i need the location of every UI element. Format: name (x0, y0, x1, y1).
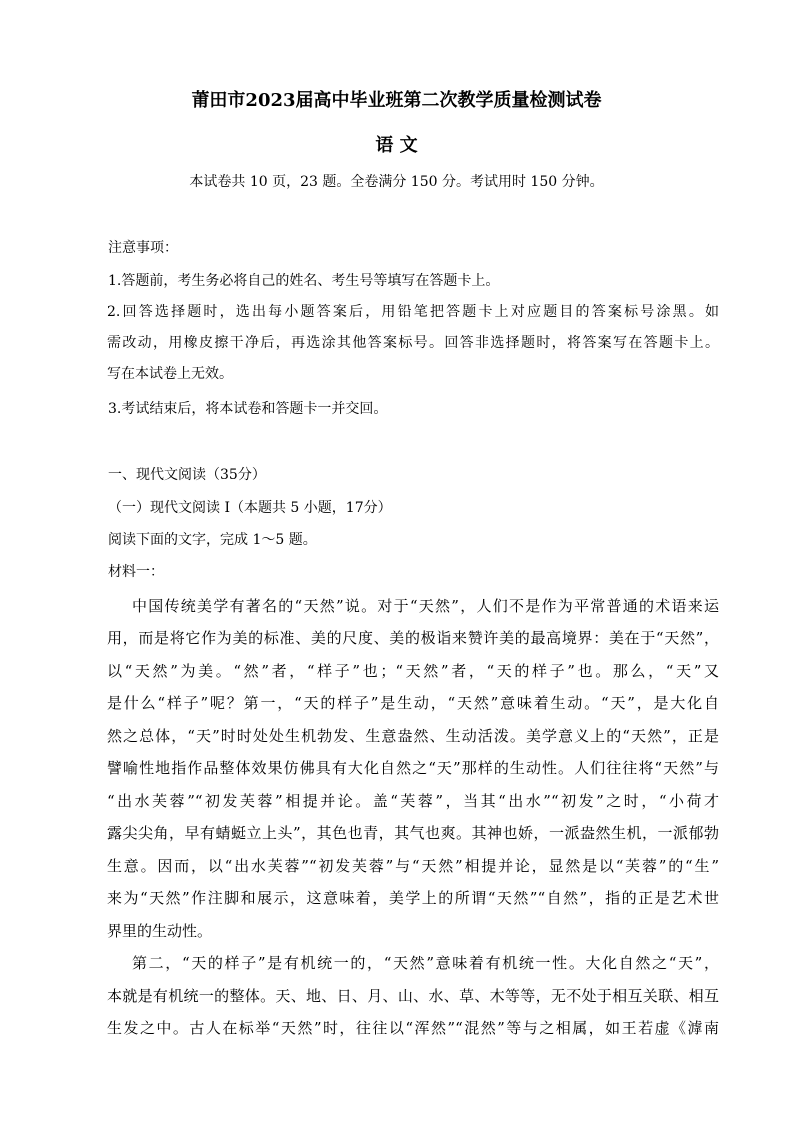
material-label: 材料一： (108, 564, 164, 580)
notice-item: 2.回答选择题时，选出每小题答案后，用铅笔把答题卡上对应题目的答案标号涂黑。如 (107, 304, 719, 320)
sub-title: （一）现代文阅读 I（本题共 5 小题，17分） (108, 500, 392, 516)
passage-line: 生意。因而，以“出水芙蓉”“初发芙蓉”与“天然”相提并论，显然是以“芙蓉”的“生” (107, 857, 719, 875)
passage-line: 来为“天然”作注脚和展示，这意味着，美学上的所谓“天然”“自然”，指的正是艺术世 (107, 889, 719, 907)
subject-title: 语 文 (375, 135, 418, 156)
passage-line: 是什么“样子”呢？第一，“天的样子”是生动，“天然”意味着生动。“天”，是大化自 (107, 694, 719, 712)
exam-intro: 本试卷共 10 页，23 题。全卷满分 150 分。考试用时 150 分钟。 (189, 174, 604, 190)
passage-line: 生发之中。古人在标举“天然”时，往往以“浑然”“混然”等与之相属，如王若虚《滹南 (107, 1019, 719, 1037)
notice-item: 需改动，用橡皮擦干净后，再选涂其他答案标号。回答非选择题时，将答案写在答题卡上。 (107, 335, 719, 351)
reading-instruction: 阅读下面的文字，完成 1～5 题。 (108, 532, 317, 548)
notice-item: 写在本试卷上无效。 (107, 366, 233, 382)
passage-line: 第二，“天的样子”是有机统一的，“天然”意味着有机统一性。大化自然之“天”， (132, 954, 719, 972)
notice-heading: 注意事项： (108, 240, 178, 256)
notice-item: 3.考试结束后，将本试卷和答题卡一并交回。 (108, 401, 388, 417)
passage-line: 露尖尖角，早有蜻蜓立上头”，其色也青，其气也爽。其神也娇，一派盎然生机，一派郁勃 (107, 824, 719, 842)
exam-title: 莆田市2023届高中毕业班第二次教学质量检测试卷 (191, 90, 602, 111)
passage-line: 中国传统美学有著名的“天然”说。对于“天然”，人们不是作为平常普通的术语来运 (132, 597, 719, 615)
passage-line: 本就是有机统一的整体。天、地、日、月、山、水、草、木等等，无不处于相互关联、相互 (107, 987, 719, 1005)
notice-item: 1.答题前，考生务必将自己的姓名、考生号等填写在答题卡上。 (108, 273, 500, 289)
passage-line: 界里的生动性。 (107, 922, 213, 940)
passage-line: 以“天然”为美。“然”者，“样子”也；“天然”者，“天的样子”也。那么，“天”又 (107, 662, 719, 680)
passage-line: 譬喻性地指作品整体效果仿佛具有大化自然之“天”那样的生动性。人们往往将“天然”与 (107, 759, 719, 777)
passage-line: 用，而是将它作为美的标准、美的尺度、美的极诣来赞许美的最高境界：美在于“天然”， (107, 629, 719, 647)
passage-line: 然之总体，“天”时时处处生机勃发、生意盎然、生动活泼。美学意义上的“天然”，正是 (107, 727, 719, 745)
part-title: 一、现代文阅读（35分） (108, 467, 266, 483)
passage-line: “出水芙蓉”“初发芙蓉”相提并论。盖“芙蓉”，当其“出水”“初发”之时，“小荷才 (107, 792, 719, 810)
